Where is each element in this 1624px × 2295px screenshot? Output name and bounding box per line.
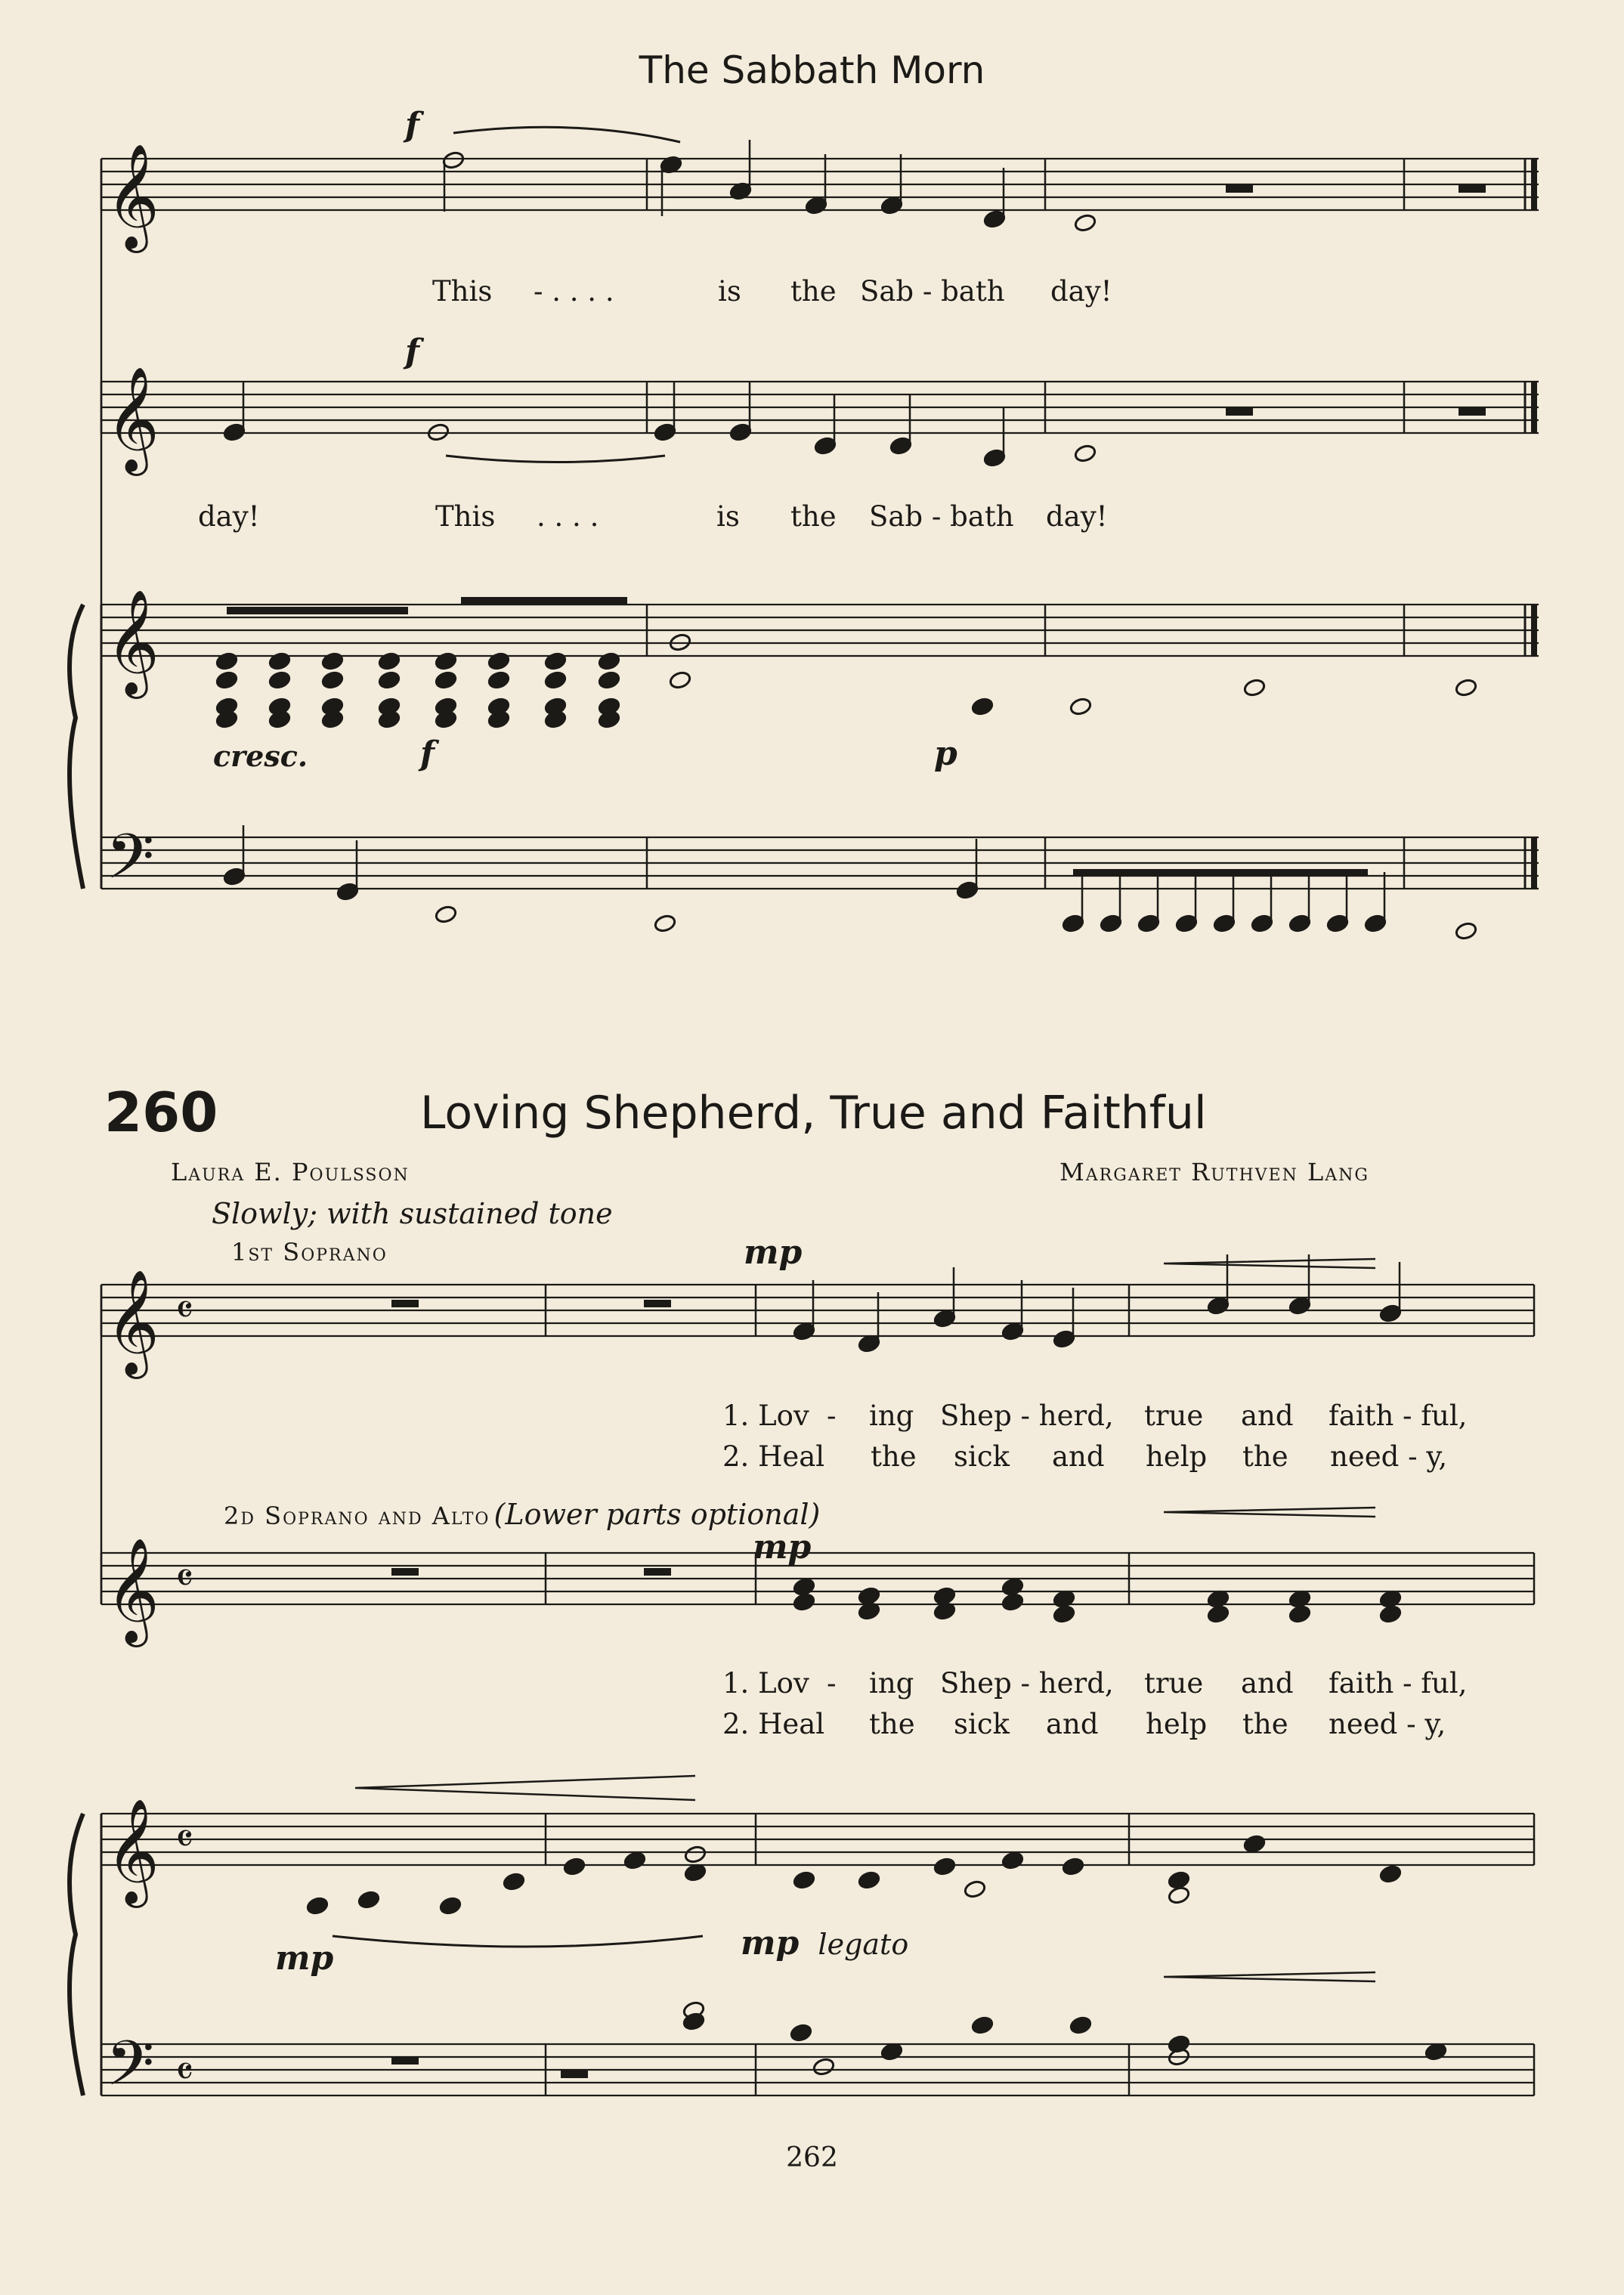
lyric: the [1242, 1440, 1288, 1473]
dynamic-mp: mp [275, 1939, 334, 1978]
note-head [1288, 1296, 1312, 1316]
note-head [983, 209, 1007, 229]
note-head [268, 670, 292, 690]
lyric: . . . . [537, 500, 599, 533]
note-head [487, 670, 511, 690]
lyric: need - y, [1329, 1708, 1446, 1740]
dynamic-forte: f [405, 106, 419, 144]
note-head [1053, 1329, 1076, 1349]
slur [446, 456, 665, 462]
time-signature: 𝄴 [175, 1815, 194, 1863]
note-head [971, 697, 995, 716]
rest [1226, 408, 1253, 416]
note-head [684, 1845, 707, 1864]
lyric: the [871, 1440, 917, 1473]
note-head [1243, 678, 1267, 697]
note-head [598, 670, 621, 690]
note-head [1455, 921, 1478, 941]
lyric: Sab - bath [860, 275, 1005, 308]
note-head [1074, 444, 1097, 463]
lyric: Sab - bath [869, 500, 1014, 533]
note-head [729, 422, 753, 442]
lyric: is [718, 275, 741, 308]
note-head [442, 150, 466, 170]
note-head [321, 651, 345, 671]
lyric: - [827, 1400, 837, 1432]
beam [227, 607, 408, 614]
lyric: sick [954, 1708, 1010, 1740]
dynamic-piano: p [934, 735, 957, 773]
note-head [805, 196, 828, 215]
clef: 𝄞 [106, 367, 159, 472]
note-head [378, 670, 401, 690]
lyric: true [1144, 1400, 1204, 1432]
lyric: faith - ful, [1329, 1400, 1468, 1432]
lyric: help [1146, 1440, 1208, 1473]
lyric: sick [954, 1440, 1010, 1473]
note-head [1001, 1322, 1025, 1341]
note-head [1288, 1604, 1312, 1624]
lyric: This [435, 500, 496, 533]
lyric: day! [1046, 500, 1108, 533]
lyric: day! [1050, 275, 1112, 308]
lyric: faith - ful, [1329, 1667, 1468, 1700]
note-head [793, 1870, 816, 1890]
clef: 𝄞 [106, 1538, 159, 1643]
lyric: and [1241, 1400, 1294, 1432]
note-head [1364, 914, 1387, 933]
lyric: need - y, [1330, 1440, 1448, 1473]
note-head [790, 2023, 813, 2043]
lyric: 2. Heal [722, 1708, 825, 1740]
clef: 𝄞 [106, 1799, 159, 1904]
note-head [793, 1322, 816, 1341]
lyric: - [827, 1667, 837, 1700]
note-head [435, 651, 458, 671]
note-head [1379, 1604, 1403, 1624]
note-head [1168, 1885, 1191, 1905]
note-head [378, 651, 401, 671]
note-head [1053, 1604, 1076, 1624]
beam [1073, 869, 1368, 875]
lyric: true [1144, 1667, 1204, 1700]
note-head [1062, 1857, 1085, 1876]
note-head [1137, 914, 1161, 933]
rest [1459, 185, 1486, 193]
rest [644, 1568, 671, 1576]
time-signature: 𝄴 [175, 2048, 194, 2096]
note-head [357, 1890, 381, 1910]
lyric: Shep - herd, [940, 1667, 1114, 1700]
clef: 𝄞 [106, 1270, 159, 1375]
note-head [215, 651, 239, 671]
note-head [321, 670, 345, 690]
dynamic-mp-legato: mp legato [741, 1924, 909, 1963]
lyric: day! [198, 500, 260, 533]
note-head [487, 651, 511, 671]
crescendo-hairpin [1164, 1259, 1375, 1268]
dynamic-mp: mp [744, 1233, 803, 1272]
lyric: 1. Lov [722, 1400, 809, 1432]
rest [1459, 408, 1486, 416]
lyric: and [1241, 1667, 1294, 1700]
slur [333, 1936, 703, 1947]
note-head [1379, 1304, 1403, 1323]
dynamic-forte: f [405, 332, 419, 371]
dynamic-forte: f [420, 735, 435, 773]
hymn-number: 260 [104, 1081, 218, 1144]
clef: 𝄞 [106, 589, 159, 694]
note-head [503, 1872, 526, 1891]
note-head [1069, 697, 1093, 716]
note-head [858, 1870, 881, 1890]
note-head [1175, 914, 1199, 933]
lyric: This [432, 275, 493, 308]
note-head [1326, 914, 1350, 933]
note-head [544, 651, 568, 671]
note-head [858, 1586, 881, 1606]
slur [453, 127, 680, 142]
note-head [598, 651, 621, 671]
lyric: is [716, 500, 740, 533]
note-head [933, 1586, 957, 1606]
note-head [563, 1857, 586, 1876]
note-head [439, 1896, 462, 1916]
part-label-soprano1: 1st Soprano [231, 1238, 388, 1267]
lyric: and [1052, 1440, 1105, 1473]
note-head [1379, 1864, 1403, 1884]
brace [70, 605, 83, 889]
note-head [933, 1309, 957, 1328]
note-head [654, 914, 677, 933]
rest [644, 1300, 671, 1307]
lyric: Shep - herd, [940, 1400, 1114, 1432]
note-head [971, 2015, 995, 2035]
note-head [654, 422, 677, 442]
lyric: and [1046, 1708, 1099, 1740]
lyric: the [1242, 1708, 1288, 1740]
lyric: the [790, 275, 837, 308]
note-head [1455, 678, 1478, 697]
note-head [1001, 1577, 1025, 1597]
rest [391, 1300, 419, 1307]
note-head [215, 670, 239, 690]
note-head [793, 1592, 816, 1612]
composer-credit: Margaret Ruthven Lang [1059, 1158, 1369, 1186]
author-credit: Laura E. Poulsson [171, 1158, 410, 1186]
note-head [983, 448, 1007, 468]
note-head [1074, 213, 1097, 233]
lyric: ing [869, 1400, 914, 1432]
song-title: The Sabbath Morn [639, 48, 985, 92]
part-label-soprano2-alto: 2d Soprano and Alto (Lower parts optional) [224, 1498, 821, 1531]
note-head [268, 651, 292, 671]
note-head [435, 905, 458, 924]
lyric: - . . . . [534, 275, 614, 308]
note-head [793, 1577, 816, 1597]
note-head [812, 2057, 836, 2077]
clef: 𝄞 [106, 144, 159, 249]
beam [461, 597, 627, 605]
crescendo-hairpin [1164, 1972, 1375, 1981]
note-head [933, 1857, 957, 1876]
note-head [814, 436, 837, 456]
clef: 𝄢 [106, 2027, 155, 2115]
note-head [964, 1879, 987, 1899]
note-head [435, 670, 458, 690]
note-head [306, 1896, 329, 1916]
tempo-marking: Slowly; with sustained tone [212, 1197, 613, 1230]
note-head [223, 867, 246, 886]
note-head [669, 670, 692, 690]
brace [70, 1814, 83, 2096]
note-head [336, 882, 360, 902]
crescendo-mark: cresc. [213, 739, 308, 773]
rest [561, 2071, 588, 2078]
time-signature: 𝄴 [175, 1286, 194, 1334]
note-head [1062, 914, 1085, 933]
hymn-title: Loving Shepherd, True and Faithful [420, 1087, 1207, 1140]
note-head [1213, 914, 1236, 933]
note-head [1100, 914, 1123, 933]
note-head [1069, 2015, 1093, 2035]
page-number: 262 [786, 2142, 838, 2173]
rest [391, 1568, 419, 1576]
dynamic-mp: mp [753, 1528, 812, 1567]
lyric: the [869, 1708, 915, 1740]
crescendo-hairpin [1164, 1508, 1375, 1517]
note-head [880, 196, 904, 215]
time-signature: 𝄴 [175, 1554, 194, 1602]
note-head [1168, 1870, 1191, 1890]
note-head [889, 436, 913, 456]
clef: 𝄢 [106, 820, 155, 908]
note-head [623, 1851, 647, 1870]
note-head [956, 880, 979, 900]
lyric: 1. Lov [722, 1667, 809, 1700]
lyric: help [1146, 1708, 1208, 1740]
note-head [223, 422, 246, 442]
lyric: 2. Heal [722, 1440, 825, 1473]
crescendo-hairpin [355, 1776, 695, 1800]
rest [1226, 185, 1253, 193]
rest [391, 2057, 419, 2065]
lyric: ing [869, 1667, 914, 1700]
note-head [1001, 1851, 1025, 1870]
note-head [1288, 914, 1312, 933]
note-head [1207, 1296, 1230, 1316]
note-head [1001, 1592, 1025, 1612]
lyric: the [790, 500, 837, 533]
note-head [1251, 914, 1274, 933]
note-head [544, 670, 568, 690]
note-head [1207, 1604, 1230, 1624]
